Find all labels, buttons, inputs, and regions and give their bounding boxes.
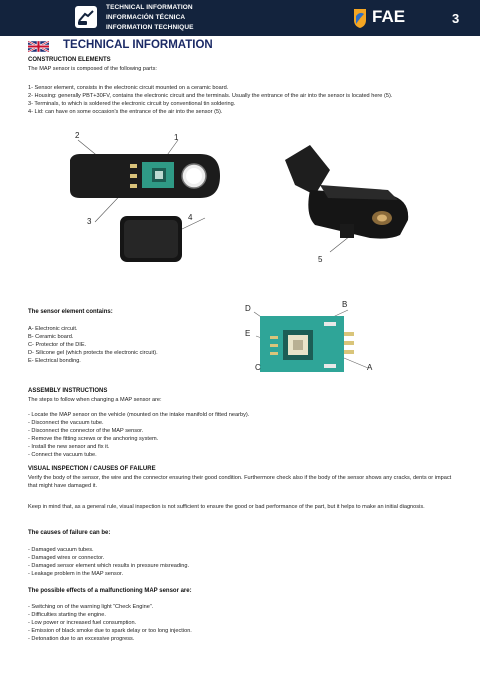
inspection-paragraph-1: Verify the body of the sensor, the wire and the connector ensuring their good condition. Furthermore check also if the body of the sensor shows any cracks, dents or impact that might have damaged it. bbox=[28, 475, 452, 490]
assembly-step: - Disconnect the vacuum tube. bbox=[28, 420, 104, 426]
construction-item: 4- Lid: can have on some occasion's the entrance of the air into the sensor (5). bbox=[28, 109, 223, 115]
sensor-element-photo bbox=[250, 308, 380, 374]
sensor-element-item: E- Electrical bonding. bbox=[28, 358, 81, 364]
page-number: 3 bbox=[452, 11, 460, 26]
effect-item: - Detonation due to an excessive progress. bbox=[28, 636, 135, 642]
uk-flag-icon bbox=[28, 41, 49, 52]
brand-name: FAE bbox=[372, 7, 406, 26]
label-c: C bbox=[255, 363, 261, 372]
header-titles bbox=[106, 3, 194, 33]
label-e: E bbox=[245, 329, 251, 338]
label-b: B bbox=[342, 300, 348, 309]
construction-item: 3- Terminals, to which is soldered the electronic circuit by conventional tin soldering. bbox=[28, 101, 236, 107]
cause-item: - Damaged sensor element which results in pressure misreading. bbox=[28, 563, 190, 569]
sensor-element-item: B- Ceramic board. bbox=[28, 334, 74, 340]
callout-2: 2 bbox=[75, 131, 80, 140]
construction-item: 2- Housing: generally PBT+30FV, contains the electronic circuit and the terminals. Usually the entrance of the air into the sensor is located here (5). bbox=[28, 93, 393, 99]
effect-item: - Switching on of the warning light “Check Engine”. bbox=[28, 604, 154, 610]
assembly-step: - Remove the fitting screws or the anchoring system. bbox=[28, 436, 159, 442]
assembly-step: - Disconnect the connector of the MAP sensor. bbox=[28, 428, 144, 434]
assembly-step: - Locate the MAP sensor on the vehicle (mounted on the intake manifold or fitted nearby). bbox=[28, 412, 250, 418]
sensor-element-item: C- Protector of the DIE. bbox=[28, 342, 87, 348]
page-header bbox=[0, 0, 480, 36]
effects-heading: The possible effects of a malfunctioning MAP sensor are: bbox=[28, 588, 192, 594]
assembly-step: - Install the new sensor and fix it. bbox=[28, 444, 110, 450]
cause-item: - Damaged vacuum tubes. bbox=[28, 547, 94, 553]
effect-item: - Difficulties starting the engine. bbox=[28, 612, 106, 618]
construction-item: 1- Sensor element, consists in the electronic circuit mounted on a ceramic board. bbox=[28, 85, 229, 91]
header-line-1: TECHNICAL INFORMATION bbox=[106, 4, 193, 11]
effect-item: - Low power or increased fuel consumption. bbox=[28, 620, 137, 626]
inspection-heading: VISUAL INSPECTION / CAUSES OF FAILURE bbox=[28, 466, 156, 472]
causes-heading: The causes of failure can be: bbox=[28, 530, 111, 536]
header-line-2: INFORMACIÓN TÉCNICA bbox=[106, 14, 186, 21]
label-d: D bbox=[245, 304, 251, 313]
label-a: A bbox=[367, 363, 373, 372]
inspection-paragraph-2: Keep in mind that, as a general rule, visual inspection is not sufficient to ensure the good or bad performance of the part, but it helps to make an initial diagnosis. bbox=[28, 504, 425, 510]
sensor-element-heading: The sensor element contains: bbox=[28, 309, 113, 315]
assembly-heading: ASSEMBLY INSTRUCTIONS bbox=[28, 388, 108, 394]
page-title: TECHNICAL INFORMATION bbox=[63, 39, 213, 51]
header-line-3: INFORMATION TECHNIQUE bbox=[106, 24, 194, 31]
construction-intro: The MAP sensor is composed of the following parts: bbox=[28, 66, 157, 72]
callout-4: 4 bbox=[188, 213, 193, 222]
assembly-step: - Connect the vacuum tube. bbox=[28, 452, 97, 458]
sensor-info-icon bbox=[74, 5, 98, 29]
construction-heading: CONSTRUCTION ELEMENTS bbox=[28, 57, 111, 63]
assembly-intro: The steps to follow when changing a MAP sensor are: bbox=[28, 397, 162, 403]
sensor-exploded-photo bbox=[60, 130, 230, 270]
cause-item: - Leakage problem in the MAP sensor. bbox=[28, 571, 124, 577]
sensor-element-item: A- Electronic circuit. bbox=[28, 326, 78, 332]
sensor-element-item: D- Silicone gel (which protects the electronic circuit). bbox=[28, 350, 158, 356]
callout-1: 1 bbox=[174, 133, 179, 142]
cause-item: - Damaged wires or connector. bbox=[28, 555, 105, 561]
callout-3: 3 bbox=[87, 217, 92, 226]
sensor-assembled-photo bbox=[270, 140, 420, 262]
effect-item: - Emission of black smoke due to spark delay or too long injection. bbox=[28, 628, 192, 634]
callout-5: 5 bbox=[318, 255, 323, 264]
